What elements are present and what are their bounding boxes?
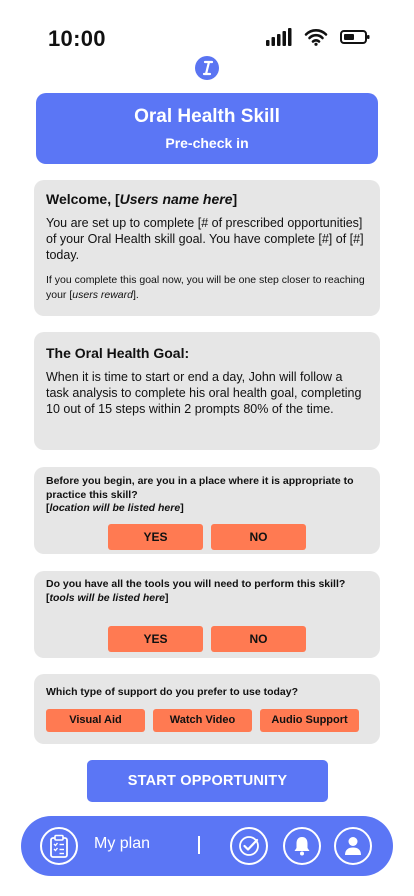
- goal-body: When it is time to start or end a day, John will follow a task analysis to complete his oral health goal, completing 10 out of 15 steps within 2 prompts 80% of the time.: [46, 370, 362, 416]
- tools-no-button[interactable]: NO: [211, 626, 306, 652]
- notifications-button[interactable]: [283, 827, 321, 865]
- goal-title: The Oral Health Goal:: [46, 345, 190, 361]
- welcome-body: You are set up to complete [# of prescribed opportunities] of your Oral Health skill goal. You have complete [#] of [#] today.: [46, 216, 364, 262]
- support-card: [34, 674, 380, 744]
- welcome-title: [46, 191, 368, 207]
- welcome-note-prefix: If you complete this goal now, you will be one step closer to reaching your [: [46, 274, 365, 301]
- welcome-note-suffix: ].: [132, 289, 139, 301]
- bell-icon: [292, 835, 312, 857]
- support-question: Which type of support do you prefer to use today?: [46, 686, 299, 698]
- welcome-title-prefix: Welcome, [: [46, 191, 120, 207]
- skill-title: Oral Health Skill: [134, 106, 280, 127]
- clipboard-icon: [49, 834, 69, 858]
- watch-video-button[interactable]: Watch Video: [153, 709, 252, 732]
- tools-question-card: [34, 571, 380, 658]
- signal-icon: [266, 28, 292, 46]
- profile-button[interactable]: [334, 827, 372, 865]
- start-opportunity-button[interactable]: START OPPORTUNITY: [87, 760, 328, 802]
- location-question-text: Before you begin, are you in a place where it is appropriate to practice this skill?: [46, 475, 354, 501]
- bottom-nav: [21, 816, 393, 876]
- status-bar: [0, 0, 414, 60]
- status-time: 10:00: [48, 26, 106, 51]
- location-hint: location will be listed here: [49, 502, 181, 514]
- tools-hint-open: [: [46, 591, 50, 604]
- skill-header: [36, 93, 378, 164]
- support-options: [46, 709, 368, 732]
- tools-hint-close: ]: [165, 591, 169, 604]
- battery-icon: [340, 29, 370, 45]
- checklist-button[interactable]: [230, 827, 268, 865]
- nav-divider: [198, 836, 200, 854]
- user-reward: users reward: [72, 289, 133, 301]
- tools-question-text: Do you have all the tools you will need to perform this skill?: [46, 578, 346, 590]
- location-answer-row: [34, 524, 380, 550]
- goal-card: [34, 332, 380, 450]
- location-no-button[interactable]: NO: [211, 524, 306, 550]
- tools-question: [46, 578, 368, 605]
- location-hint-open: [: [46, 502, 50, 514]
- user-name: Users name here: [119, 191, 233, 207]
- location-question-card: [34, 467, 380, 554]
- tools-yes-button[interactable]: YES: [108, 626, 203, 652]
- info-button[interactable]: [195, 56, 219, 80]
- welcome-note: [46, 273, 368, 303]
- welcome-card: [34, 180, 380, 316]
- welcome-title-suffix: ]: [232, 191, 238, 207]
- info-icon: [200, 60, 214, 76]
- wifi-icon: [304, 28, 328, 46]
- my-plan-button[interactable]: [40, 827, 78, 865]
- tools-hint: tools will be listed here: [49, 591, 166, 604]
- location-yes-button[interactable]: YES: [108, 524, 203, 550]
- skill-subtitle: Pre-check in: [165, 135, 249, 151]
- status-icons: [266, 28, 370, 46]
- tools-answer-row: [34, 626, 380, 652]
- check-badge-icon: [237, 834, 261, 858]
- my-plan-label[interactable]: My plan: [94, 835, 151, 852]
- location-hint-close: ]: [180, 502, 184, 514]
- user-icon: [343, 835, 363, 857]
- visual-aid-button[interactable]: Visual Aid: [46, 709, 145, 732]
- location-question: [46, 475, 368, 516]
- audio-support-button[interactable]: Audio Support: [260, 709, 359, 732]
